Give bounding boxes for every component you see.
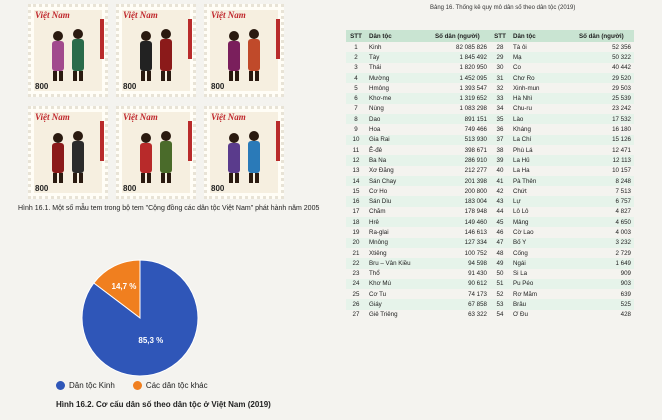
cell-stt: 17: [352, 208, 360, 216]
cell-population: 286 910: [432, 155, 490, 165]
table-row: [346, 299, 634, 309]
cell-stt: 23: [352, 270, 360, 278]
cell-stt: 32: [496, 84, 504, 92]
cell-ethnic: Mường: [366, 73, 432, 83]
table-row: [346, 269, 634, 279]
cell-ethnic: Tà ôi: [513, 43, 527, 51]
cell-stt: 7: [354, 105, 358, 113]
stamp-value: 800: [123, 82, 137, 91]
cell-stt: 14: [346, 176, 366, 186]
cell-stt: 22: [346, 258, 366, 268]
cell-ethnic: Hmông: [369, 84, 389, 92]
cell-population: 1 319 652: [432, 93, 490, 103]
cell-population: 891 151: [432, 114, 490, 124]
cell-population: 29 520: [576, 73, 634, 83]
table-row: [346, 258, 634, 268]
cell-population: 63 322: [468, 311, 487, 319]
table-row: [346, 42, 634, 52]
cell-population: 513 930: [432, 135, 490, 145]
table-row: [346, 52, 634, 62]
cell-population: 94 598: [432, 258, 490, 268]
stamp-side-band: [188, 121, 192, 161]
cell-ethnic: Kinh: [369, 43, 382, 51]
cell-population: 639: [620, 290, 631, 298]
cell-stt: 5: [354, 84, 358, 92]
cell-ethnic: Pà Thẻn: [510, 176, 576, 186]
cell-population: 1 083 298: [459, 105, 487, 113]
table-row: [346, 289, 634, 299]
cell-population: 525: [576, 299, 634, 309]
cell-ethnic: Ngái: [510, 258, 576, 268]
stamp: [28, 106, 108, 199]
table-row: [346, 114, 634, 124]
cell-ethnic: Cờ Lao: [513, 228, 534, 236]
cell-stt: 51: [490, 279, 510, 289]
cell-population: 3 232: [576, 238, 634, 248]
cell-stt: 1: [354, 43, 358, 51]
stamp-side-band: [100, 121, 104, 161]
stamp-illustration: [122, 10, 190, 91]
cell-ethnic: Chu-ru: [513, 105, 532, 113]
cell-population: 29 503: [612, 84, 631, 92]
cell-stt: 15: [352, 187, 360, 195]
cell-ethnic: Pu Péo: [510, 279, 576, 289]
cell-population: 82 085 826: [456, 43, 487, 51]
stamp-illustration: [210, 112, 278, 193]
cell-ethnic: Lự: [510, 196, 576, 206]
cell-population: 178 948: [464, 208, 487, 216]
cell-stt: 38: [496, 146, 504, 154]
legend-swatch-other: [133, 381, 142, 390]
stamp: [28, 4, 108, 97]
stamp-value: 800: [35, 184, 49, 193]
table-row: [346, 186, 634, 196]
cell-stt: 47: [490, 238, 510, 248]
cell-ethnic: Chứt: [513, 187, 527, 195]
table-row: [346, 248, 634, 258]
table-row: [346, 176, 634, 186]
table-row: [346, 279, 634, 289]
cell-ethnic: Nùng: [369, 105, 384, 113]
cell-stt: 24: [346, 279, 366, 289]
cell-ethnic: Bru – Vân Kiều: [366, 258, 432, 268]
cell-stt: 43: [490, 196, 510, 206]
legend-label-other: Các dân tộc khác: [145, 381, 208, 390]
cell-population: 200 800: [464, 187, 487, 195]
cell-stt: 40: [496, 167, 504, 175]
stamp-side-band: [276, 19, 280, 59]
cell-population: 52 356: [612, 43, 631, 51]
stamp-side-band: [100, 19, 104, 59]
stamp-illustration: [34, 112, 102, 193]
cell-stt: 42: [496, 187, 504, 195]
table-row: [346, 310, 634, 320]
legend-item-kinh: [56, 381, 115, 390]
cell-population: 398 671: [464, 146, 487, 154]
cell-stt: 48: [496, 249, 504, 257]
cell-stt: 34: [496, 105, 504, 113]
legend-item-other: [133, 381, 208, 390]
cell-stt: 16: [346, 196, 366, 206]
cell-population: 40 442: [612, 64, 631, 72]
cell-population: 67 858: [432, 299, 490, 309]
cell-ethnic: Chăm: [369, 208, 386, 216]
cell-population: 149 460: [432, 217, 490, 227]
cell-population: 183 004: [432, 196, 490, 206]
cell-ethnic: Mnông: [366, 238, 432, 248]
table-row: [346, 73, 634, 83]
stamp-figures: [122, 10, 190, 91]
cell-stt: 25: [352, 290, 360, 298]
stamp-grid: [28, 4, 288, 200]
cell-ethnic: Sán Dìu: [366, 196, 432, 206]
table-row: [346, 124, 634, 134]
cell-population: 15 126: [576, 135, 634, 145]
stamp-value: 800: [211, 184, 225, 193]
cell-stt: 13: [352, 167, 360, 175]
table-row: [346, 217, 634, 227]
cell-ethnic: Thái: [369, 64, 382, 72]
cell-ethnic: Mạ: [510, 52, 576, 62]
cell-population: 12 113: [576, 155, 634, 165]
cell-population: 12 471: [612, 146, 631, 154]
stamp-country: Việt Nam: [211, 10, 246, 20]
cell-ethnic: Khơ Mú: [366, 279, 432, 289]
right-page: [330, 0, 662, 420]
stamp-figures: [210, 112, 278, 193]
table-row: [346, 227, 634, 237]
table-row: [346, 83, 634, 93]
cell-stt: 41: [490, 176, 510, 186]
cell-ethnic: Thổ: [369, 270, 380, 278]
legend-swatch-kinh: [56, 381, 65, 390]
cell-stt: 9: [354, 126, 358, 134]
cell-population: 4 650: [576, 217, 634, 227]
pie-svg: [80, 258, 200, 378]
cell-population: 903: [576, 279, 634, 289]
cell-ethnic: Sán Chay: [366, 176, 432, 186]
cell-population: 7 513: [615, 187, 631, 195]
stamp-side-band: [276, 121, 280, 161]
cell-stt: 4: [346, 73, 366, 83]
cell-ethnic: Kháng: [513, 126, 531, 134]
header-population-1: Số dân (người): [432, 30, 490, 42]
cell-stt: 46: [496, 228, 504, 236]
cell-ethnic: Ê-đê: [369, 146, 383, 154]
cell-stt: 26: [346, 299, 366, 309]
header-ethnic-2: Dân tộc: [510, 30, 576, 42]
cell-ethnic: Co: [513, 64, 521, 72]
cell-ethnic: Dao: [366, 114, 432, 124]
header-ethnic-1: Dân tộc: [366, 30, 432, 42]
cell-population: 212 277: [464, 167, 487, 175]
cell-ethnic: La Ha: [513, 167, 530, 175]
cell-stt: 6: [346, 93, 366, 103]
cell-ethnic: Chơ Ro: [510, 73, 576, 83]
cell-stt: 2: [346, 52, 366, 62]
cell-stt: 49: [490, 258, 510, 268]
cell-ethnic: Hoa: [369, 126, 381, 134]
cell-population: 91 430: [468, 270, 487, 278]
cell-stt: 27: [352, 311, 360, 319]
cell-population: 201 398: [432, 176, 490, 186]
cell-stt: 30: [496, 64, 504, 72]
stamp-side-band: [188, 19, 192, 59]
table-title: Bảng 16. Thống kê quy mô dân số theo dân tộc (2019): [430, 5, 576, 11]
cell-population: 1 452 095: [432, 73, 490, 83]
cell-population: 127 334: [432, 238, 490, 248]
cell-ethnic: Ơ Đu: [513, 311, 528, 319]
stamp-figures: [34, 10, 102, 91]
stamp: [116, 4, 196, 97]
table-row: [346, 207, 634, 217]
cell-population: 428: [620, 311, 631, 319]
cell-ethnic: Mảng: [510, 217, 576, 227]
cell-stt: 19: [352, 228, 360, 236]
cell-ethnic: Ra-glai: [369, 228, 389, 236]
cell-stt: 50: [496, 270, 504, 278]
stamp-illustration: [210, 10, 278, 91]
cell-ethnic: Khơ-me: [366, 93, 432, 103]
table-row: [346, 155, 634, 165]
cell-ethnic: Giẻ Triêng: [369, 311, 398, 319]
cell-stt: 31: [490, 73, 510, 83]
cell-stt: 11: [352, 146, 360, 154]
figure-16-2-caption: Hình 16.2. Cơ cấu dân số theo dân tộc ở Việt Nam (2019): [56, 400, 271, 409]
cell-ethnic: Brâu: [510, 299, 576, 309]
figure-16-1-caption: Hình 16.1. Một số mẫu tem trong bộ tem "Cộng đồng các dân tộc Việt Nam" phát hành năm 2005: [18, 205, 320, 212]
stamp-figures: [122, 112, 190, 193]
cell-population: 1 393 547: [459, 84, 487, 92]
cell-stt: 52: [496, 290, 504, 298]
cell-population: 50 322: [576, 52, 634, 62]
cell-ethnic: Bố Y: [510, 238, 576, 248]
cell-ethnic: Gia Rai: [366, 135, 432, 145]
cell-ethnic: Rơ Măm: [513, 290, 537, 298]
stamp-illustration: [34, 10, 102, 91]
cell-ethnic: Xơ Đăng: [369, 167, 394, 175]
cell-stt: 29: [490, 52, 510, 62]
stamp-value: 800: [123, 184, 137, 193]
cell-ethnic: Tày: [366, 52, 432, 62]
cell-stt: 35: [490, 114, 510, 124]
cell-stt: 39: [490, 155, 510, 165]
stamp: [116, 106, 196, 199]
stamp-illustration: [122, 112, 190, 193]
stamp: [204, 4, 284, 97]
cell-population: 100 752: [464, 249, 487, 257]
cell-stt: 33: [490, 93, 510, 103]
cell-population: 749 466: [464, 126, 487, 134]
stamp-value: 800: [35, 82, 49, 91]
cell-stt: 20: [346, 238, 366, 248]
cell-ethnic: Si La: [513, 270, 528, 278]
cell-ethnic: La Hủ: [510, 155, 576, 165]
left-page: [0, 0, 325, 420]
cell-population: 146 613: [464, 228, 487, 236]
cell-stt: 3: [354, 64, 358, 72]
cell-stt: 21: [352, 249, 360, 257]
cell-ethnic: Hrê: [366, 217, 432, 227]
population-table: [346, 30, 634, 320]
cell-population: 90 612: [432, 279, 490, 289]
pie-chart: [80, 258, 200, 378]
cell-population: 2 729: [615, 249, 631, 257]
cell-ethnic: Lô Lô: [513, 208, 529, 216]
stamp: [204, 106, 284, 199]
cell-population: 16 180: [612, 126, 631, 134]
table-row: [346, 104, 634, 114]
pie-label-other: 14,7 %: [111, 281, 137, 291]
cell-stt: 36: [496, 126, 504, 134]
header-stt-1: STT: [346, 30, 366, 42]
cell-population: 17 532: [576, 114, 634, 124]
cell-population: 10 157: [612, 167, 631, 175]
cell-ethnic: Cơ Tu: [369, 290, 387, 298]
stamp-country: Việt Nam: [123, 10, 158, 20]
cell-ethnic: Giáy: [366, 299, 432, 309]
stamp-figures: [210, 10, 278, 91]
stamp-value: 800: [211, 82, 225, 91]
cell-population: 74 173: [468, 290, 487, 298]
stamp-figures: [34, 112, 102, 193]
table-row: [346, 135, 634, 145]
cell-population: 1 820 950: [459, 64, 487, 72]
cell-population: 23 242: [612, 105, 631, 113]
cell-ethnic: La Chí: [510, 135, 576, 145]
cell-stt: 10: [346, 135, 366, 145]
stamp-country: Việt Nam: [35, 10, 70, 20]
cell-population: 1 649: [576, 258, 634, 268]
cell-population: 4 827: [615, 208, 631, 216]
header-stt-2: STT: [490, 30, 510, 42]
table-row: [346, 166, 634, 176]
cell-population: 8 248: [576, 176, 634, 186]
cell-population: 25 539: [576, 93, 634, 103]
cell-stt: 44: [496, 208, 504, 216]
cell-stt: 18: [346, 217, 366, 227]
cell-population: 909: [620, 270, 631, 278]
cell-stt: 28: [496, 43, 504, 51]
cell-ethnic: Xtiêng: [369, 249, 387, 257]
cell-population: 1 845 492: [432, 52, 490, 62]
cell-stt: 45: [490, 217, 510, 227]
stamp-country: Việt Nam: [35, 112, 70, 122]
table-row: [346, 196, 634, 206]
cell-stt: 8: [346, 114, 366, 124]
cell-stt: 53: [490, 299, 510, 309]
cell-population: 6 757: [576, 196, 634, 206]
legend-label-kinh: Dân tộc Kinh: [69, 381, 115, 390]
cell-ethnic: Cống: [513, 249, 528, 257]
pie-label-kinh: 85,3 %: [138, 335, 164, 345]
stamp-country: Việt Nam: [123, 112, 158, 122]
table-row: [346, 238, 634, 248]
cell-ethnic: Cơ Ho: [369, 187, 388, 195]
cell-ethnic: Phù Lá: [513, 146, 533, 154]
header-population-2: Số dân (người): [576, 30, 634, 42]
cell-stt: 37: [490, 135, 510, 145]
pie-legend: [56, 381, 208, 390]
table-row: [346, 93, 634, 103]
cell-ethnic: Hà Nhì: [510, 93, 576, 103]
cell-stt: 12: [346, 155, 366, 165]
cell-stt: 54: [496, 311, 504, 319]
table-row: [346, 145, 634, 155]
stamp-country: Việt Nam: [211, 112, 246, 122]
cell-population: 4 003: [615, 228, 631, 236]
cell-ethnic: Xinh-mun: [513, 84, 540, 92]
cell-ethnic: Lào: [510, 114, 576, 124]
cell-ethnic: Ba Na: [366, 155, 432, 165]
table-row: [346, 63, 634, 73]
table-header-row: [346, 30, 634, 42]
